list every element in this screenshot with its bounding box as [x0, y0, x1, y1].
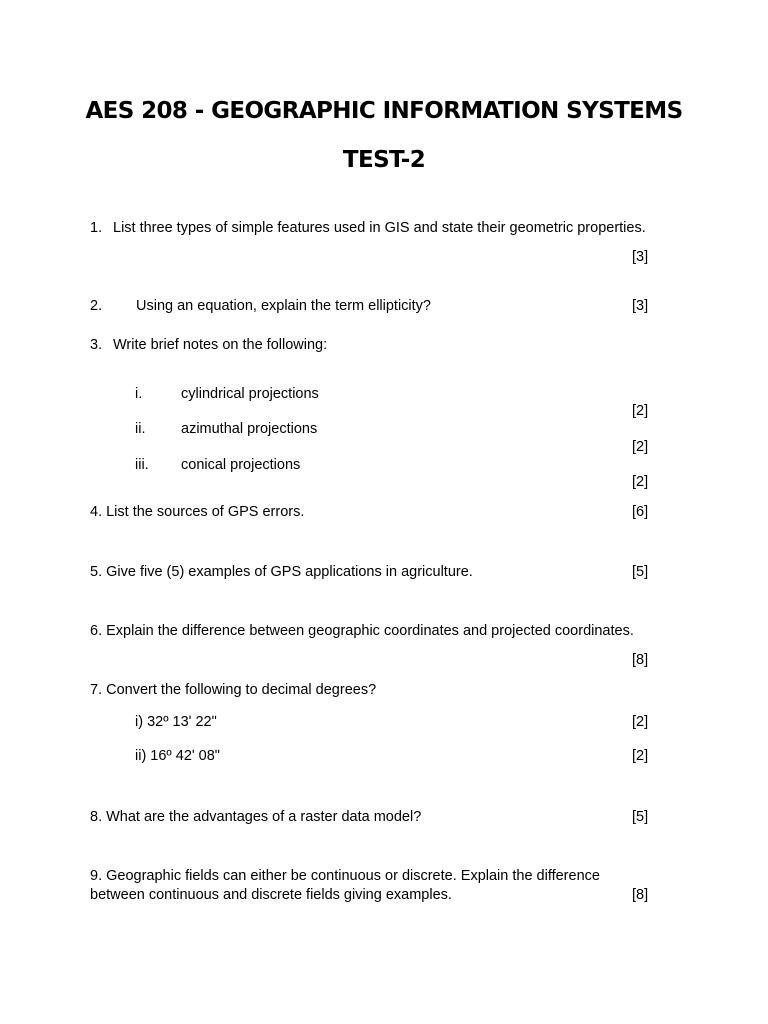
question-1-text: List three types of simple features used in GIS and state their geometric properties. [113, 220, 646, 236]
question-6-text: 6. Explain the difference between geographic coordinates and projected coordinates. [90, 623, 634, 639]
question-7-item-ii-text: ii) 16º 42ʹ 08ʺ [135, 748, 220, 764]
question-2-marks: [3] [632, 298, 649, 314]
question-2-number: 2. [90, 298, 103, 314]
course-title: AES 208 - GEOGRAPHIC INFORMATION SYSTEMS [85, 98, 683, 124]
question-3-text: Write brief notes on the following: [113, 337, 328, 353]
question-1-marks: [3] [632, 249, 649, 265]
question-3-number: 3. [90, 337, 103, 353]
question-3-item-ii-text: azimuthal projections [181, 421, 318, 437]
question-7-item-ii-marks: [2] [632, 748, 649, 764]
question-8-text: 8. What are the advantages of a raster data model? [90, 809, 422, 825]
question-3-item-i-text: cylindrical projections [181, 386, 319, 402]
question-2-text: Using an equation, explain the term ellipticity? [136, 298, 431, 314]
question-3-item-i-label: i. [135, 386, 143, 402]
question-7-item-i-text: i) 32º 13ʹ 22ʺ [135, 714, 217, 730]
question-7-text: 7. Convert the following to decimal degrees? [90, 682, 377, 698]
question-3-item-iii-marks: [2] [632, 474, 649, 490]
question-4-marks: [6] [632, 504, 649, 520]
question-8-marks: [5] [632, 809, 649, 825]
test-title: TEST-2 [342, 147, 426, 173]
question-3-item-iii-label: iii. [135, 457, 149, 473]
question-1-number: 1. [90, 220, 103, 236]
question-3-item-ii-marks: [2] [632, 439, 649, 455]
question-6-marks: [8] [632, 652, 649, 668]
question-3-item-iii-text: conical projections [181, 457, 301, 473]
question-9-marks: [8] [632, 887, 649, 903]
question-7-item-i-marks: [2] [632, 714, 649, 730]
question-9-text-line-2: between continuous and discrete fields giving examples. [90, 887, 452, 903]
question-9-text-line-1: 9. Geographic fields can either be continuous or discrete. Explain the difference [90, 868, 600, 884]
question-5-marks: [5] [632, 564, 649, 580]
question-4-text: 4. List the sources of GPS errors. [90, 504, 305, 520]
question-3-item-i-marks: [2] [632, 403, 649, 419]
question-5-text: 5. Give five (5) examples of GPS applications in agriculture. [90, 564, 473, 580]
question-3-item-ii-label: ii. [135, 421, 146, 437]
